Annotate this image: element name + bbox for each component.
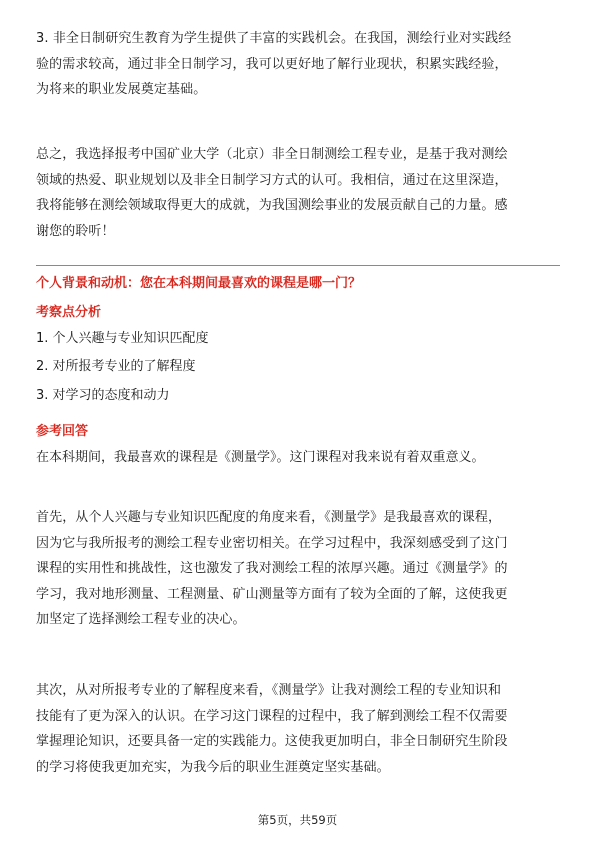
answer-paragraph-2 (36, 678, 560, 780)
text-line: 其次，从对所报考专业的了解程度来看，《测量学》让我对测绘工程的专业知识和 (36, 683, 502, 698)
analysis-item: 3. 对学习的态度和动力 (36, 388, 170, 403)
text-line: 谢您的聆听！ (36, 223, 115, 239)
text-line: 学习，我对地形测量、工程测量、矿山测量等方面有了较为全面的了解，这使我更 (36, 586, 508, 602)
text-line: 技能有了更为深入的认识。在学习这门课程的过程中，我了解到测绘工程不仅需要 (36, 708, 508, 724)
section-divider (36, 265, 560, 266)
text-line: 首先，从个人兴趣与专业知识匹配度的角度来看，《测量学》是我最喜欢的课程， (36, 510, 502, 525)
text-line: 为将来的职业发展奠定基础。 (36, 82, 207, 97)
text-line: 3. 非全日制研究生教育为学生提供了丰富的实践机会。在我国，测绘行业对实践经 (36, 31, 512, 46)
text-line: 我将能够在测绘领域取得更大的成就，为我国测绘事业的发展贡献自己的力量。感 (36, 198, 508, 213)
text-line: 领域的热爱、职业规划以及非全日制学习方式的认可。我相信，通过在这里深造， (36, 172, 508, 188)
text-line: 的学习将使我更加充实，为我今后的职业生涯奠定坚实基础。 (36, 759, 390, 775)
text-line: 总之，我选择报考中国矿业大学（北京）非全日制测绘工程专业，是基于我对测绘 (36, 147, 508, 162)
answer-paragraph-1 (36, 505, 560, 633)
text-line: 因为它与我所报考的测绘工程专业密切相关。在学习过程中，我深刻感受到了这门 (36, 535, 508, 551)
analysis-item: 2. 对所报考专业的了解程度 (36, 359, 196, 374)
text-line: 验的需求较高，通过非全日制学习，我可以更好地了解行业现状，积累实践经验， (36, 56, 508, 72)
conclusion-paragraph (36, 142, 560, 244)
answer-intro: 在本科期间，我最喜欢的课程是《测量学》。这门课程对我来说有着双重意义。 (36, 450, 485, 465)
analysis-item: 1. 个人兴趣与专业知识匹配度 (36, 331, 209, 346)
answer-heading: 参考回答 (36, 424, 89, 439)
analysis-heading: 考察点分析 (36, 305, 102, 320)
page-number: 第5页，共59页 (257, 813, 338, 827)
text-line: 掌握理论知识，还要具备一定的实践能力。这使我更加明白，非全日制研究生阶段 (36, 734, 508, 749)
text-line: 课程的实用性和挑战性，这也激发了我对测绘工程的浓厚兴趣。通过《测量学》的 (36, 561, 508, 576)
question-heading: 个人背景和动机：您在本科期间最喜欢的课程是哪一门？ (36, 276, 362, 291)
intro-paragraph-3 (36, 26, 560, 103)
text-line: 加坚定了选择测绘工程专业的决心。 (36, 612, 246, 627)
